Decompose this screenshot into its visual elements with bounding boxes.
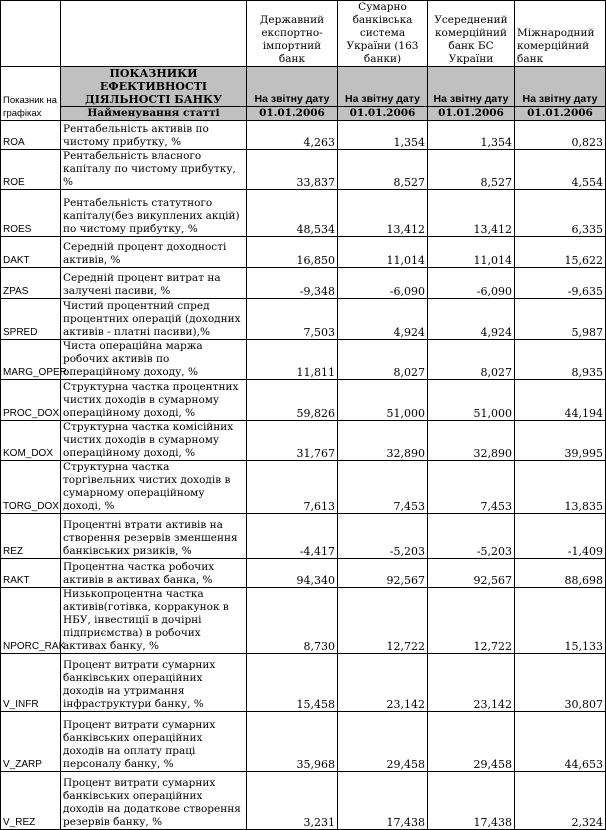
value-eximbank: 7,503 bbox=[247, 299, 338, 340]
value-banking-system: 92,567 bbox=[338, 559, 428, 588]
period-label: На звітну дату bbox=[338, 67, 428, 107]
value-eximbank: 59,826 bbox=[247, 380, 338, 421]
value-eximbank: 35,968 bbox=[247, 712, 338, 772]
table-row bbox=[1, 268, 606, 299]
value-eximbank: 94,340 bbox=[247, 559, 338, 588]
value-average-bank: -6,090 bbox=[428, 268, 515, 299]
value-average-bank: 8,527 bbox=[428, 150, 515, 190]
table-row bbox=[1, 150, 606, 190]
table-title: ПОКАЗНИКИ ЕФЕКТИВНОСТІ ДІЯЛЬНОСТІ БАНКУ bbox=[61, 67, 247, 107]
indicator-name: Процентні втрати активів на створення резервів зменшення банківських ризиків, % bbox=[61, 514, 247, 559]
value-banking-system: 32,890 bbox=[338, 421, 428, 461]
value-average-bank: -5,203 bbox=[428, 514, 515, 559]
indicator-code: V_ZARP bbox=[1, 712, 61, 772]
value-international-bank: 88,698 bbox=[515, 559, 606, 588]
indicator-code: TORG_DOX bbox=[1, 461, 61, 514]
value-banking-system: 23,142 bbox=[338, 654, 428, 712]
value-international-bank: 4,554 bbox=[515, 150, 606, 190]
value-international-bank: 30,807 bbox=[515, 654, 606, 712]
value-banking-system: 17,438 bbox=[338, 772, 428, 830]
indicator-code: ROES bbox=[1, 190, 61, 237]
value-eximbank: 3,231 bbox=[247, 772, 338, 830]
indicator-code: KOM_DOX bbox=[1, 421, 61, 461]
value-international-bank: 44,194 bbox=[515, 380, 606, 421]
column-header-row bbox=[1, 1, 606, 67]
value-banking-system: 8,027 bbox=[338, 340, 428, 380]
indicator-name: Низькопроцентна частка активів(готівка, корракунок в НБУ, інвестиції в дочірні підприємства) в робочих активах банку, % bbox=[61, 588, 247, 654]
value-average-bank: 4,924 bbox=[428, 299, 515, 340]
value-banking-system: -5,203 bbox=[338, 514, 428, 559]
indicator-code: DAKT bbox=[1, 237, 61, 268]
value-international-bank: 13,835 bbox=[515, 461, 606, 514]
table-row bbox=[1, 772, 606, 830]
value-average-bank: 13,412 bbox=[428, 190, 515, 237]
value-average-bank: 8,027 bbox=[428, 340, 515, 380]
value-banking-system: 51,000 bbox=[338, 380, 428, 421]
value-eximbank: 4,263 bbox=[247, 121, 338, 150]
table-row bbox=[1, 514, 606, 559]
indicator-code: MARG_OPER bbox=[1, 340, 61, 380]
value-eximbank: -4,417 bbox=[247, 514, 338, 559]
value-eximbank: 15,458 bbox=[247, 654, 338, 712]
table-row bbox=[1, 654, 606, 712]
title-row bbox=[1, 67, 606, 107]
value-international-bank: 5,987 bbox=[515, 299, 606, 340]
value-banking-system: 11,014 bbox=[338, 237, 428, 268]
table-row bbox=[1, 237, 606, 268]
indicator-name: Рентабельність власного капіталу по чистому прибутку, % bbox=[61, 150, 247, 190]
value-eximbank: 16,850 bbox=[247, 237, 338, 268]
table-row bbox=[1, 380, 606, 421]
name-caption: Найменування статті bbox=[61, 107, 247, 121]
value-eximbank: 11,811 bbox=[247, 340, 338, 380]
value-banking-system: 8,527 bbox=[338, 150, 428, 190]
value-average-bank: 11,014 bbox=[428, 237, 515, 268]
indicator-code: V_REZ bbox=[1, 772, 61, 830]
indicator-name: Середній процент витрат на залучені пасиви, % bbox=[61, 268, 247, 299]
indicator-code: RAKT bbox=[1, 559, 61, 588]
value-average-bank: 32,890 bbox=[428, 421, 515, 461]
table-row bbox=[1, 559, 606, 588]
value-average-bank: 7,453 bbox=[428, 461, 515, 514]
value-average-bank: 51,000 bbox=[428, 380, 515, 421]
table-row bbox=[1, 340, 606, 380]
period-label: На звітну дату bbox=[428, 67, 515, 107]
period-label: На звітну дату bbox=[247, 67, 338, 107]
value-international-bank: 15,622 bbox=[515, 237, 606, 268]
value-banking-system: 29,458 bbox=[338, 712, 428, 772]
value-eximbank: 8,730 bbox=[247, 588, 338, 654]
indicator-name: Процент витрати сумарних банківських операційних доходів на оплату праці персоналу банку, % bbox=[61, 712, 247, 772]
value-average-bank: 92,567 bbox=[428, 559, 515, 588]
value-average-bank: 29,458 bbox=[428, 712, 515, 772]
value-average-bank: 12,722 bbox=[428, 588, 515, 654]
value-average-bank: 1,354 bbox=[428, 121, 515, 150]
value-international-bank: 6,335 bbox=[515, 190, 606, 237]
indicator-name: Чистий процентний спред процентних операцій (доходних активів - платні пасиви),% bbox=[61, 299, 247, 340]
value-international-bank: -9,635 bbox=[515, 268, 606, 299]
col-header-banking-system: Сумарно банківська система України (163 банки) bbox=[338, 1, 428, 67]
value-eximbank: 33,837 bbox=[247, 150, 338, 190]
indicator-code: V_INFR bbox=[1, 654, 61, 712]
col-header-average-bank: Усереднений комерційний банк БС України bbox=[428, 1, 515, 67]
indicator-code: ZPAS bbox=[1, 268, 61, 299]
indicator-name: Структурна частка процентних чистих доходів в сумарному операційному доході, % bbox=[61, 380, 247, 421]
table-row bbox=[1, 712, 606, 772]
table-row bbox=[1, 421, 606, 461]
table-row bbox=[1, 461, 606, 514]
code-caption: Показник на графіках bbox=[1, 67, 61, 121]
value-international-bank: 2,324 bbox=[515, 772, 606, 830]
indicator-code: REZ bbox=[1, 514, 61, 559]
value-banking-system: 13,412 bbox=[338, 190, 428, 237]
value-banking-system: 4,924 bbox=[338, 299, 428, 340]
indicator-name: Структурна частка комісійних чистих доходів в сумарному операційному доході, % bbox=[61, 421, 247, 461]
value-average-bank: 23,142 bbox=[428, 654, 515, 712]
col-header-eximbank: Державний експортно-імпортний банк bbox=[247, 1, 338, 67]
value-banking-system: 1,354 bbox=[338, 121, 428, 150]
table-row bbox=[1, 121, 606, 150]
value-international-bank: 44,653 bbox=[515, 712, 606, 772]
table-row bbox=[1, 588, 606, 654]
value-international-bank: 39,995 bbox=[515, 421, 606, 461]
value-banking-system: 7,453 bbox=[338, 461, 428, 514]
value-international-bank: 15,133 bbox=[515, 588, 606, 654]
indicator-name: Рентабельність статутного капіталу(без викуплених акцій) по чистому прибутку, % bbox=[61, 190, 247, 237]
table-row bbox=[1, 190, 606, 237]
indicator-name: Процентна частка робочих активів в активах банка, % bbox=[61, 559, 247, 588]
date-label: 01.01.2006 bbox=[247, 107, 338, 121]
value-international-bank: 8,935 bbox=[515, 340, 606, 380]
table-row bbox=[1, 299, 606, 340]
indicator-code: NPORC_RAK bbox=[1, 588, 61, 654]
indicator-name: Процент витрати сумарних банківських операційних доходів на додаткове створення резервів банку, % bbox=[61, 772, 247, 830]
corner-cell bbox=[61, 1, 247, 67]
subheader-row bbox=[1, 107, 606, 121]
indicator-code: SPRED bbox=[1, 299, 61, 340]
value-banking-system: -6,090 bbox=[338, 268, 428, 299]
indicator-name: Рентабельність активів по чистому прибутку, % bbox=[61, 121, 247, 150]
value-eximbank: 7,613 bbox=[247, 461, 338, 514]
value-international-bank: 0,823 bbox=[515, 121, 606, 150]
date-label: 01.01.2006 bbox=[428, 107, 515, 121]
date-label: 01.01.2006 bbox=[338, 107, 428, 121]
indicator-name: Середній процент доходності активів, % bbox=[61, 237, 247, 268]
period-label: На звітну дату bbox=[515, 67, 606, 107]
col-header-international-bank: Міжнародний комерційний банк bbox=[515, 1, 606, 67]
value-eximbank: 31,767 bbox=[247, 421, 338, 461]
value-banking-system: 12,722 bbox=[338, 588, 428, 654]
value-international-bank: -1,409 bbox=[515, 514, 606, 559]
indicator-name: Структурна частка торгівельних чистих доходів в сумарному операційному доході, % bbox=[61, 461, 247, 514]
indicator-name: Чиста операційна маржа робочих активів по операційному доходу, % bbox=[61, 340, 247, 380]
value-eximbank: -9,348 bbox=[247, 268, 338, 299]
indicator-code: ROA bbox=[1, 121, 61, 150]
indicator-code: PROC_DOX bbox=[1, 380, 61, 421]
value-average-bank: 17,438 bbox=[428, 772, 515, 830]
data-rows bbox=[1, 121, 606, 830]
indicator-name: Процент витрати сумарних банківських операційних доходів на утримання інфраструктури банку, % bbox=[61, 654, 247, 712]
date-label: 01.01.2006 bbox=[515, 107, 606, 121]
value-eximbank: 48,534 bbox=[247, 190, 338, 237]
corner-cell bbox=[1, 1, 61, 67]
indicator-code: ROE bbox=[1, 150, 61, 190]
